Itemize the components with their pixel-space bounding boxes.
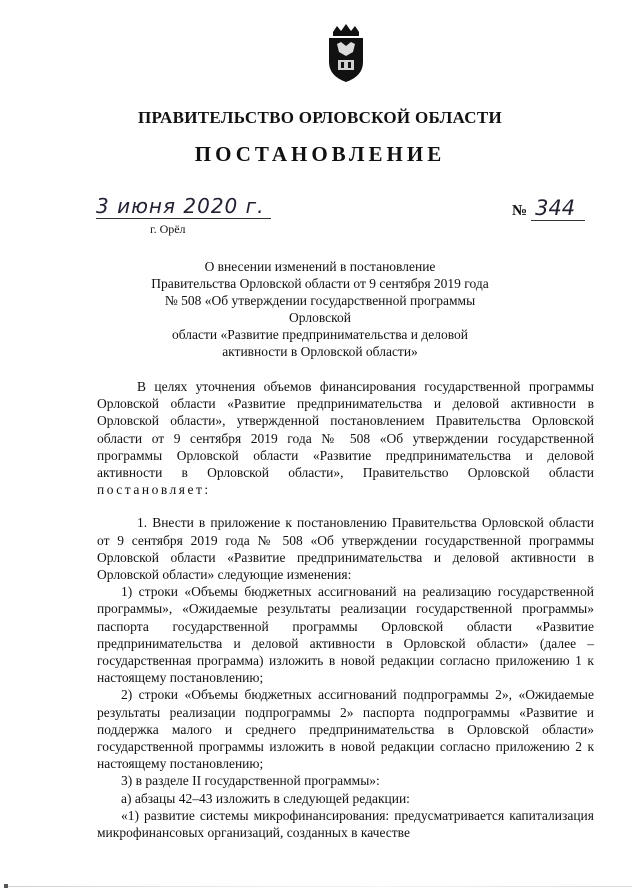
handwritten-date: 3 июня 2020 г. [96,194,271,219]
subject-line: № 508 «Об утверждении государственной программы Орловской [164,293,476,325]
item-paragraph: «1) развитие системы микрофинансирования: предусматривается капитализация микрофинансовых организаций, созданных в качестве [97,807,594,841]
item-paragraph: 1. Внести в приложение к постановлению Правительства Орловской области от 9 сентября 2019 года № 508 «Об утверждении государственной программы Орловской области «Развитие предпринимательства и деловой активности в Орловской области» следующие изменения: [97,515,594,583]
item-paragraph: 3) в разделе II государственной программы»: [121,773,380,789]
item-paragraph: 2) строки «Объемы бюджетных ассигнований подпрограммы 2», «Ожидаемые результаты реализации подпрограммы 2» паспорта подпрограммы «Развитие и поддержка малого и среднего предпринимательства в Орловской области» государственной программы изложить в новой редакции согласно приложению 2 к настоящему постановлению; [97,687,594,772]
item-paragraph: 1) строки «Объемы бюджетных ассигнований на реализацию государственной программы», «Ожидаемые результаты реализации государственной программы» паспорта государственной программы Орловской области «Развитие предпринимательства и деловой активности в Орловской области» (далее – государственная программа) изложить в новой редакции согласно приложению 1 к настоящему постановлению; [97,584,594,686]
subject-line: Правительства Орловской области от 9 сентября 2019 года [151,276,489,291]
city-label: г. Орёл [150,222,186,236]
document-number [512,196,585,220]
coat-of-arms-icon [323,22,369,84]
document-subject [140,258,500,360]
subject-line: области «Развитие предпринимательства и деловой [171,327,469,342]
item-paragraph: а) абзацы 42–43 изложить в следующей редакции: [121,790,410,806]
subject-line: О внесении изменений в постановление [204,259,436,274]
document-body [97,378,594,841]
subject-line: активности в Орловской области» [222,344,418,359]
resolves-word: постановляет: [97,482,211,498]
handwritten-number: 344 [531,196,585,221]
scan-edge-line [8,886,632,887]
preamble-text: В целях уточнения объемов финансирования государственной программы Орловской области «Развитие предпринимательства и деловой активности в Орловской области», утвержденной постановлением Правительства Орловской области от 9 сентября 2019 года № 508 «Об утверждении государственной программы Орловской области «Развитие предпринимательства и деловой активности в Орловской области», Правительство Орловской области [97,379,594,481]
scan-mark [4,884,8,888]
document-type-title: ПОСТАНОВЛЕНИЕ [194,142,446,166]
organization-title: ПРАВИТЕЛЬСТВО ОРЛОВСКОЙ ОБЛАСТИ [137,108,503,127]
preamble-paragraph [97,378,594,498]
number-sign: № [512,203,528,219]
